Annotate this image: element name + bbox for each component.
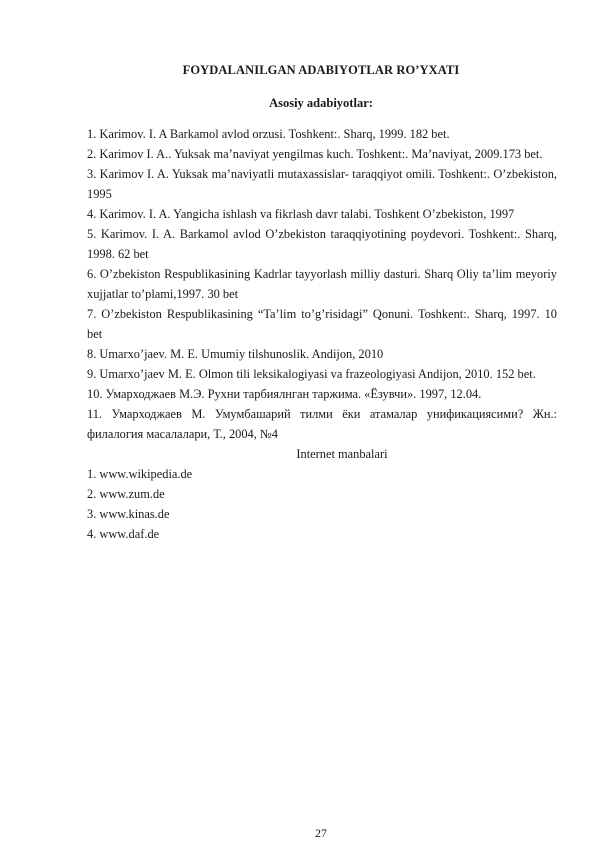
page-title: FOYDALANILGAN ADABIYOTLAR RO’YXATI <box>182 63 460 77</box>
reference-item: 1. Karimov. I. A Barkamol avlod orzusi. Toshkent:. Sharq, 1999. 182 bet. <box>87 127 450 141</box>
page-number: 27 <box>315 826 327 840</box>
reference-item: 8. Umarxo’jaev. M. E. Umumiy tilshunoslik. Andijon, 2010 <box>87 347 384 361</box>
internet-source-item: 1. www.wikipedia.de <box>87 467 193 481</box>
reference-item: 7. O’zbekiston Respublikasining “Ta’lim to’g’risidagi” Qonuni. Toshkent:. Sharq, 1997. 10 bet <box>87 307 557 341</box>
reference-item: 6. O’zbekiston Respublikasining Kadrlar tayyorlash milliy dasturi. Sharq Oliy ta’lim meyoriy xujjatlar to’plami,1997. 30 bet <box>87 267 557 301</box>
internet-source-item: 4. www.daf.de <box>87 527 160 541</box>
reference-item: 9. Umarxo’jaev M. E. Olmon tili leksikalogiyasi va frazeologiyasi Andijon, 2010. 152 bet. <box>87 367 536 381</box>
reference-item: 4. Karimov. I. A. Yangicha ishlash va fikrlash davr talabi. Toshkent O’zbekiston, 1997 <box>87 207 515 221</box>
reference-item: 2. Karimov I. A.. Yuksak ma’naviyat yengilmas kuch. Toshkent:. Ma’naviyat, 2009.173 bet. <box>87 147 543 161</box>
internet-source-item: 3. www.kinas.de <box>87 507 170 521</box>
internet-source-item: 2. www.zum.de <box>87 487 165 501</box>
reference-item: 3. Karimov I. A. Yuksak ma’naviyatli mutaxassislar- taraqqiyot omili. Toshkent:. O’zbekiston, 1995 <box>87 167 557 201</box>
reference-list <box>87 124 557 544</box>
reference-item: 11. Умарходжаев М. Умумбашарий тилми ёки атамалар унификациясими? Жн.: филалогия масалалари, Т., 2004, №4 <box>87 407 557 441</box>
section-heading-main-sources: Asosiy adabiyotlar: <box>269 96 373 110</box>
reference-item: 5. Karimov. I. A. Barkamol avlod O’zbekiston taraqqiyotining poydevori. Toshkent:. Sharq, 1998. 62 bet <box>87 227 557 261</box>
section-heading-internet-sources: Internet manbalari <box>296 447 388 461</box>
reference-item: 10. Умарходжаев М.Э. Рухни тарбиялнган таржима. «Ёзувчи». 1997, 12.04. <box>87 387 482 401</box>
